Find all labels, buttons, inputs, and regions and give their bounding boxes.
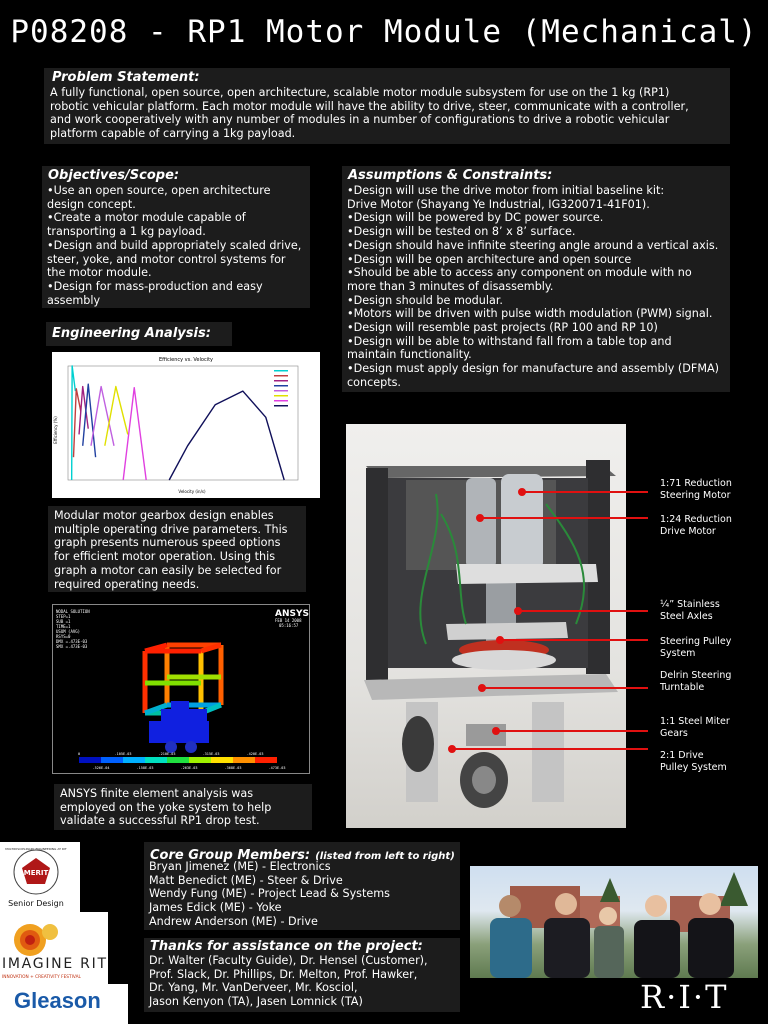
callout-label: Delrin Steering	[660, 670, 732, 681]
graph-caption-panel	[48, 506, 306, 592]
chart-legend-swatch	[274, 385, 288, 387]
thanks-line: Jason Kenyon (TA), Jasen Lomnick (TA)	[149, 995, 363, 1009]
assumptions-line: •Design will be able to withstand fall from a table top and	[347, 334, 672, 348]
assumptions-line: •Design should be modular.	[347, 293, 503, 307]
thanks-line: Dr. Yang, Mr. VanDerveer, Mr. Kosciol,	[149, 981, 358, 995]
chart-ylabel: Efficiency (%)	[53, 416, 58, 444]
chart-legend-swatch	[274, 390, 288, 392]
team-member: Bryan Jimenez (ME) - Electronics	[149, 860, 331, 873]
callout-label: 1:71 Reduction	[660, 478, 732, 489]
callout-label: Pulley System	[660, 762, 727, 773]
ansys-meta-line: TIME=1	[56, 624, 71, 629]
assumptions-heading: Assumptions & Constraints:	[348, 168, 553, 183]
objectives-line: transporting a 1 kg payload.	[47, 225, 206, 239]
ansys-caption-line: validate a successful RP1 drop test.	[60, 814, 260, 828]
callout-lines	[440, 480, 660, 780]
callout-steering-pulley	[660, 636, 731, 660]
chart-series-line-3	[83, 384, 96, 457]
ansys-meta-line: USUM (AVG)	[56, 629, 81, 634]
thanks-line: Prof. Slack, Dr. Phillips, Dr. Melton, Prof. Hawker,	[149, 967, 418, 981]
imagine-rit-text: IMAGINE RIT	[2, 956, 106, 972]
objectives-heading: Objectives/Scope:	[48, 168, 180, 183]
ansys-scale-label: .420E-03	[246, 752, 264, 756]
graph-caption-line: graph a motor can easily be selected for	[54, 563, 282, 577]
ansys-meta-line: NODAL SOLUTION	[56, 609, 90, 614]
ansys-caption-line: employed on the yoke system to help	[60, 800, 272, 814]
ansys-scale-label: .315E-03	[202, 752, 220, 756]
assumptions-line: •Design should have infinite steering angle around a vertical axis.	[347, 238, 719, 252]
rit-logo: R·I·T	[640, 978, 729, 1016]
team-photo	[470, 866, 758, 978]
ansys-meta-line: SMX =.473E-03	[56, 644, 88, 649]
objectives-line: •Design and build appropriately scaled drive,	[47, 238, 302, 252]
assumptions-line: •Design will be open architecture and open source	[347, 252, 632, 266]
merit-logo	[0, 842, 80, 912]
ansys-color-scale	[79, 757, 277, 763]
assumptions-line: •Design will be tested on 8’ x 8’ surface.	[347, 225, 576, 239]
chart-legend-swatch	[274, 375, 288, 377]
chart-legend-swatch	[274, 370, 288, 372]
objectives-line: the motor module.	[47, 266, 152, 280]
callout-drive-pulley	[660, 750, 727, 774]
callout-label: Steel Axles	[660, 611, 713, 622]
efficiency-chart	[52, 352, 320, 498]
gleason-logo	[0, 984, 128, 1024]
assumptions-line: maintain functionality.	[347, 348, 472, 362]
assumptions-text	[347, 184, 719, 390]
callout-miter-gears	[660, 716, 730, 740]
ansys-scale-label: .210E-03	[158, 752, 176, 756]
ansys-fea-svg	[53, 605, 309, 773]
callout-drive-motor	[660, 514, 732, 538]
callout-label: Drive Motor	[660, 526, 716, 537]
gleason-text: Gleason	[14, 988, 101, 1013]
assumptions-line: •Design must apply design for manufacture and assembly (DFMA)	[347, 362, 720, 376]
team-photo-drawing	[470, 866, 758, 978]
ansys-scale-label: .158E-03	[136, 766, 154, 770]
ansys-logo: ANSYS	[275, 609, 309, 619]
chart-xlabel: Velocity (in/s)	[178, 489, 206, 494]
ansys-fea-image	[52, 604, 310, 774]
senior-design-text: Senior Design	[8, 899, 64, 908]
objectives-line: assembly	[47, 293, 101, 307]
objectives-line: steer, yoke, and motor control systems for	[47, 252, 286, 266]
ansys-caption-panel	[54, 784, 312, 830]
ansys-scale-label: .368E-03	[224, 766, 242, 770]
problem-heading: Problem Statement:	[52, 70, 200, 85]
assumptions-line: •Design will use the drive motor from initial baseline kit:	[347, 184, 665, 197]
problem-statement-panel	[44, 68, 730, 144]
callout-axles	[660, 599, 720, 623]
engineering-heading: Engineering Analysis:	[52, 326, 211, 341]
thanks-panel	[144, 938, 460, 1012]
objectives-line: •Use an open source, open architecture	[47, 184, 271, 197]
ansys-caption-line: ANSYS finite element analysis was	[60, 787, 254, 800]
chart-series-line-6	[123, 388, 146, 480]
imagine-rit-logo	[0, 912, 108, 984]
merit-text: MERIT	[23, 869, 49, 877]
chart-legend-swatch	[274, 395, 288, 397]
callout-label: 1:24 Reduction	[660, 514, 732, 525]
assumptions-line: more than 3 minutes of disassembly.	[347, 279, 554, 293]
ansys-meta-line: RSYS=0	[56, 634, 71, 639]
imagine-rit-emblem	[0, 912, 108, 984]
callout-label: 1:1 Steel Miter	[660, 716, 730, 727]
chart-legend-swatch	[274, 400, 288, 402]
core-group-panel	[144, 842, 460, 930]
callout-label: Turntable	[660, 682, 705, 693]
assumptions-line: •Should be able to access any component on module with no	[347, 266, 692, 280]
chart-title: Efficiency vs. Velocity	[158, 357, 214, 363]
graph-caption-line: required operating needs.	[54, 577, 200, 591]
ansys-scale-label: .105E-03	[114, 752, 132, 756]
merit-emblem	[0, 842, 80, 912]
assumptions-panel	[342, 166, 730, 392]
problem-line: platform capable of carrying a 1kg payload.	[50, 127, 296, 141]
team-member: Andrew Anderson (ME) - Drive	[149, 914, 318, 928]
callout-label: Steering Motor	[660, 490, 731, 501]
callout-label: 2:1 Drive	[660, 750, 704, 761]
problem-line: A fully functional, open source, open architecture, scalable motor module subsystem for use on the 1 kg (RP1)	[50, 86, 670, 99]
efficiency-chart-svg	[52, 352, 320, 498]
poster-title: P08208 - RP1 Motor Module (Mechanical)	[10, 14, 758, 50]
thanks-heading: Thanks for assistance on the project:	[150, 939, 423, 954]
ansys-meta-line: STEP=1	[56, 614, 71, 619]
problem-line: robotic vehicular platform. Each motor module will have the ability to drive, steer, communicate with a controller,	[50, 99, 689, 113]
engineering-heading-panel	[46, 322, 232, 346]
chart-legend-swatch	[274, 405, 288, 407]
ansys-scale-label: .263E-03	[180, 766, 198, 770]
callout-label: ¼” Stainless	[660, 599, 720, 610]
team-member: James Edick (ME) - Yoke	[149, 901, 282, 915]
objectives-panel	[42, 166, 310, 308]
team-member: Wendy Fung (ME) - Project Lead & Systems	[149, 887, 391, 901]
callout-turntable	[660, 670, 731, 694]
ansys-scale-label: 0	[77, 752, 81, 756]
ansys-meta-line: SUB =1	[56, 619, 71, 624]
problem-text	[50, 86, 689, 141]
graph-caption-line: Modular motor gearbox design enables	[54, 509, 274, 522]
assumptions-line: •Motors will be driven with pulse width modulation (PWM) signal.	[347, 307, 713, 321]
ansys-meta-line: DMX =.473E-03	[56, 639, 88, 644]
callout-label: System	[660, 648, 696, 659]
assumptions-line: concepts.	[347, 375, 401, 389]
core-group-subheading: (listed from left to right)	[315, 851, 455, 862]
problem-line: and work cooperatively with any number of modules in a number of configurations to drive a robotic vehicular	[50, 113, 670, 127]
chart-series-line-7	[169, 391, 284, 480]
objectives-line: •Design for mass-production and easy	[47, 279, 263, 293]
ansys-time: 05:16:57	[279, 623, 299, 628]
merit-ring-text: MULTIDISCIPLINARY ENGINEERING AT RIT	[5, 847, 67, 851]
objectives-line: •Create a motor module capable of	[47, 211, 246, 225]
callout-label: Gears	[660, 728, 688, 739]
objectives-line: design concept.	[47, 197, 136, 211]
graph-caption-line: multiple operating drive parameters. This	[54, 522, 288, 536]
assumptions-line: Drive Motor (Shayang Ye Industrial, IG320071-41F01).	[347, 197, 650, 211]
thanks-line: Dr. Walter (Faculty Guide), Dr. Hensel (Customer),	[149, 954, 428, 967]
core-group-heading: Core Group Members:	[150, 848, 311, 863]
assumptions-line: •Design will be powered by DC power source.	[347, 211, 604, 225]
objectives-text	[47, 184, 301, 307]
chart-frame	[68, 366, 298, 480]
graph-caption-line: for efficient motor operation. Using this	[54, 550, 276, 564]
graph-caption-line: graph presents numerous speed options	[54, 536, 281, 550]
ansys-date: FEB 14 2008	[275, 618, 302, 623]
assumptions-line: •Design will resemble past projects (RP 100 and RP 10)	[347, 321, 658, 335]
ansys-scale-label: .526E-04	[92, 766, 110, 770]
callout-label: Steering Pulley	[660, 636, 732, 647]
chart-legend-swatch	[274, 380, 288, 382]
callout-steering-motor	[660, 478, 732, 502]
ansys-scale-label: .473E-03	[268, 766, 286, 770]
team-member: Matt Benedict (ME) - Steer & Drive	[149, 873, 343, 887]
imagine-rit-tagline: INNOVATION + CREATIVITY FESTIVAL	[2, 975, 81, 980]
